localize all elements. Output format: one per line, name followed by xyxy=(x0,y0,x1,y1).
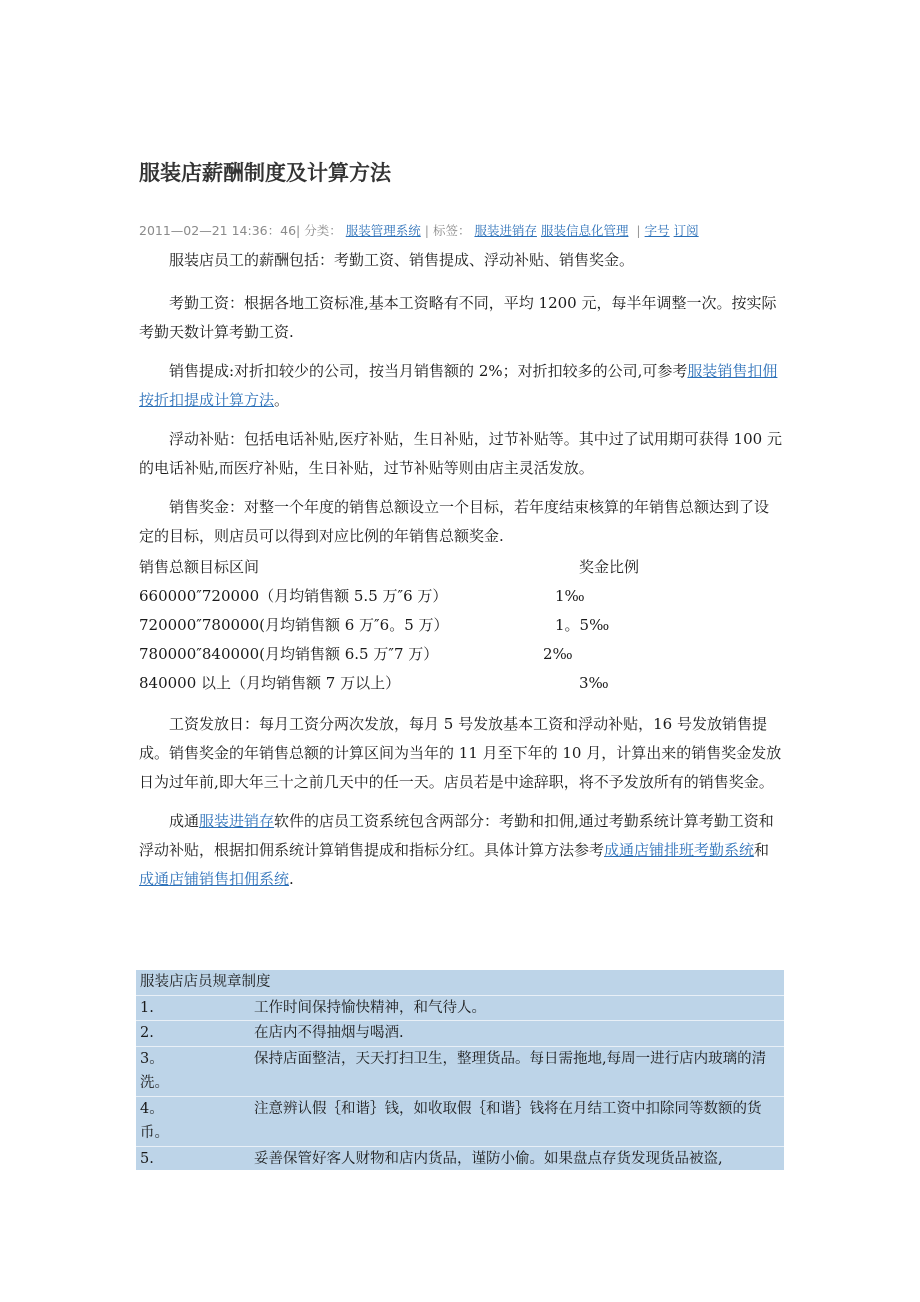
bonus-table-row xyxy=(139,611,782,640)
rule-number: 2. xyxy=(140,1025,154,1041)
rule-text: 保持店面整洁，天天打扫卫生，整理货品。每日需拖地,每周一进行店内玻璃的清洗。 xyxy=(140,1050,767,1091)
commission-text: 销售提成:对折扣较少的公司，按当月销售额的 2%；对折扣较多的公司,可参考 xyxy=(169,362,688,380)
rules-title: 服装店店员规章制度 xyxy=(136,970,784,996)
ratio-cell: 3‰ xyxy=(579,674,609,692)
attendance-paragraph: 考勤工资：根据各地工资标准,基本工资略有不同，平均 1200 元，每半年调整一次。按实际考勤天数计算考勤工资. xyxy=(139,294,777,341)
rule-item xyxy=(136,1097,784,1147)
ratio-cell: 1‰ xyxy=(555,587,585,605)
meta-separator: | xyxy=(424,223,429,238)
post-datetime: 2011—02—21 14:36：46| xyxy=(139,223,301,238)
ratio-cell: 1。5‰ xyxy=(555,616,610,634)
attendance-system-link[interactable]: 成通店铺排班考勤系统 xyxy=(604,841,755,859)
bonus-paragraph: 销售奖金：对整一个年度的销售总额设立一个目标，若年度结束核算的年销售总额达到了设定的目标，则店员可以得到对应比例的年销售总额奖金. xyxy=(139,498,770,545)
rule-text: 在店内不得抽烟与喝酒. xyxy=(254,1025,404,1041)
rule-number: 1. xyxy=(140,999,154,1016)
ratio-cell: 2‰ xyxy=(543,645,573,663)
commission-paragraph xyxy=(139,357,782,415)
inventory-software-link[interactable]: 服装进销存 xyxy=(199,812,275,830)
software-and: 和 xyxy=(754,841,770,859)
category-link[interactable]: 服装管理系统 xyxy=(345,223,421,238)
range-cell: 720000″780000(月均销售额 6 万″6。5 万） xyxy=(139,616,449,634)
commission-system-link[interactable]: 成通店铺销售扣佣系统 xyxy=(139,870,290,888)
bonus-table-row xyxy=(139,640,782,669)
column-header-ratio: 奖金比例 xyxy=(579,558,640,576)
range-cell: 660000″720000（月均销售额 5.5 万″6 万） xyxy=(139,587,448,605)
payday-paragraph: 工资发放日：每月工资分两次发放，每月 5 号发放基本工资和浮动补贴，16 号发放销售提成。销售奖金的年销售总额的计算区间为当年的 11 月至下年的 10 月，计算出来的销售奖金发放日为过年前,即大年三十之前几天中的任一天。店员若是中途辞职，将不予发放所有的销售奖金。 xyxy=(139,715,782,791)
commission-end: 。 xyxy=(274,391,290,409)
bonus-table-row xyxy=(139,669,782,698)
rule-item xyxy=(136,996,784,1022)
font-size-link[interactable]: 字号 xyxy=(644,223,670,238)
range-cell: 780000″840000(月均销售额 6.5 万″7 万） xyxy=(139,645,439,663)
intro-paragraph: 服装店员工的薪酬包括：考勤工资、销售提成、浮动补贴、销售奖金。 xyxy=(169,251,635,269)
range-cell: 840000 以上（月均销售额 7 万以上） xyxy=(139,674,401,692)
bonus-table-header xyxy=(139,553,782,582)
bonus-table xyxy=(139,553,782,698)
subsidy-paragraph: 浮动补贴：包括电话补贴,医疗补贴，生日补贴，过节补贴等。其中过了试用期可获得 100 元的电话补贴,而医疗补贴，生日补贴，过节补贴等则由店主灵活发放。 xyxy=(139,430,782,477)
article-body xyxy=(139,246,782,904)
column-header-range: 销售总额目标区间 xyxy=(139,558,260,576)
staff-rules-box xyxy=(136,970,784,1170)
rule-number: 4。 xyxy=(140,1100,164,1117)
rule-item xyxy=(136,1047,784,1097)
rule-text: 注意辨认假｛和谐｝钱，如收取假｛和谐｝钱将在月结工资中扣除同等数额的货币。 xyxy=(140,1100,762,1141)
tags-label: 标签： xyxy=(432,223,471,238)
meta-divider: | xyxy=(636,223,641,238)
commission-method-link[interactable]: 服装销售扣佣按折扣提成计算方法 xyxy=(139,362,778,409)
tag-link[interactable]: 服装进销存 xyxy=(474,223,537,238)
rule-number: 5. xyxy=(140,1150,154,1167)
software-paragraph xyxy=(139,807,782,894)
software-text: 软件的店员工资系统包含两部分：考勤和扣佣,通过考勤系统计算考勤工资和浮动补贴，根据扣佣系统计算销售提成和指标分红。具体计算方法参考 xyxy=(139,812,774,859)
article-title: 服装店薪酬制度及计算方法 xyxy=(139,161,391,185)
rule-number: 3。 xyxy=(140,1050,164,1067)
rule-item xyxy=(136,1147,784,1171)
article-meta xyxy=(139,221,839,239)
category-label: 分类： xyxy=(304,223,342,238)
bonus-table-row xyxy=(139,582,782,611)
tag-link[interactable]: 服装信息化管理 xyxy=(540,223,629,238)
software-prefix: 成通 xyxy=(169,812,200,830)
rule-text: 妥善保管好客人财物和店内货品，谨防小偷。如果盘点存货发现货品被盗, xyxy=(254,1150,723,1167)
rule-item xyxy=(136,1021,784,1047)
rule-text: 工作时间保持愉快精神，和气待人。 xyxy=(254,999,486,1016)
subscribe-link[interactable]: 订阅 xyxy=(673,223,699,238)
software-end: . xyxy=(289,870,294,888)
